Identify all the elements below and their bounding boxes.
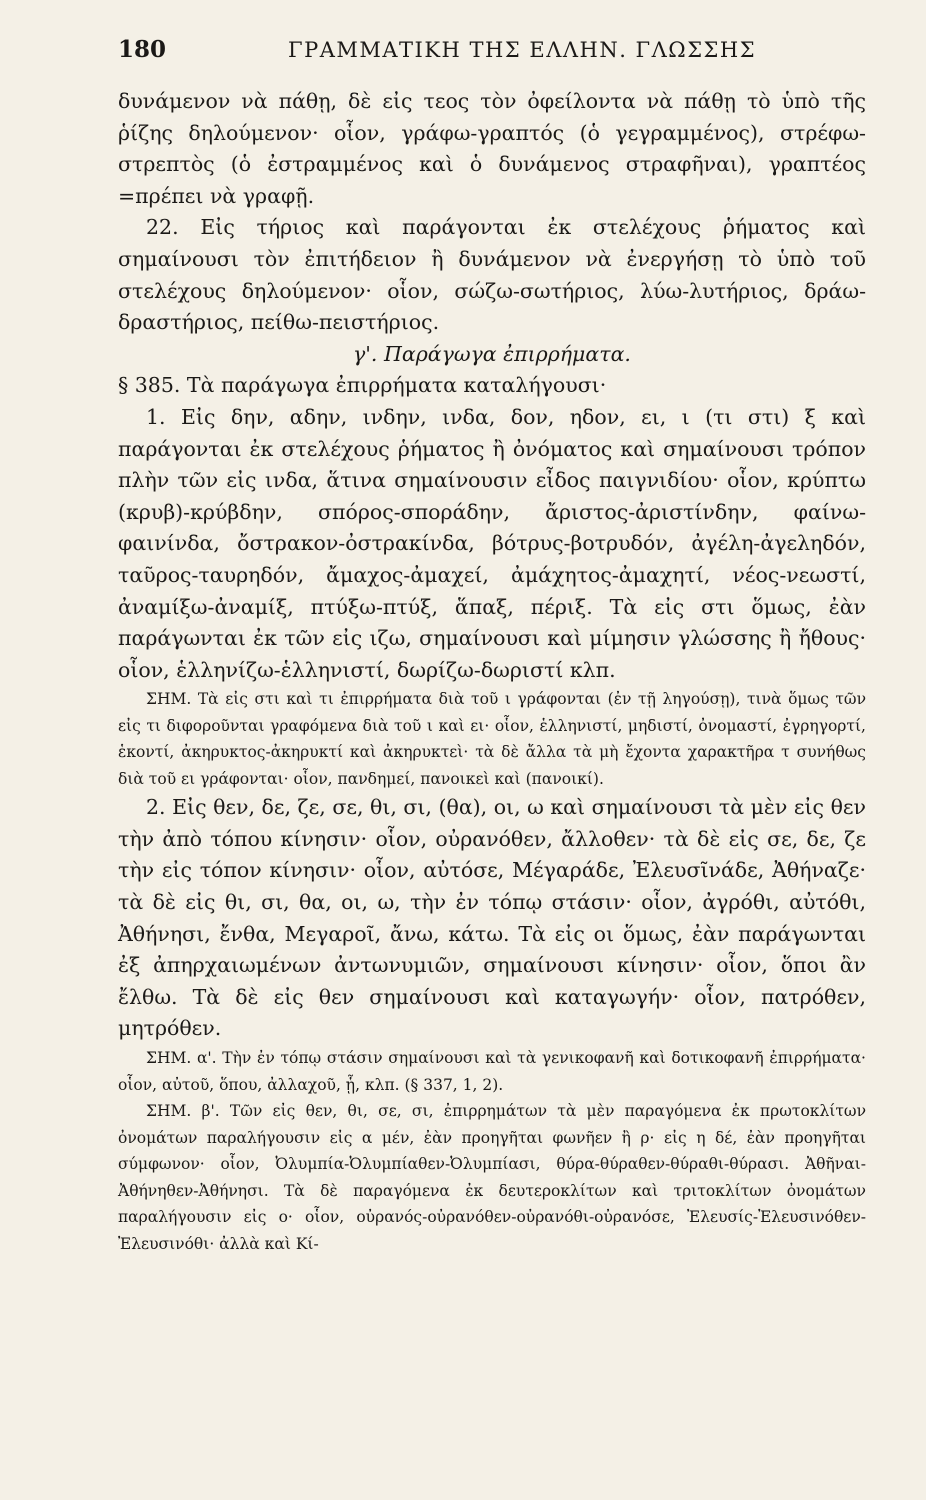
note-alpha: ΣΗΜ. α'. Τὴν ἐν τόπῳ στάσιν σημαίνουσι καὶ τὰ γενικοφανῆ καὶ δοτικοφανῆ ἐπιρρήματα· οἷον, αὐτοῦ, ὅπου, ἀλλαχοῦ, ᾗ, κλπ. (§ 337, 1, 2). [118, 1049, 866, 1094]
section-385-heading: § 385. Τὰ παράγωγα ἐπιρρήματα καταλήγουσι· [118, 373, 607, 398]
running-head [118, 34, 866, 72]
note-text: ΣΗΜ. Τὰ εἰς στι καὶ τι ἐπιρρήματα διὰ τοῦ ι γράφονται (ἐν τῇ ληγούσῃ), τινὰ ὅμως τῶν εἰς τι διφοροῦνται γραφόμενα διὰ τοῦ ι καὶ ει· οἷον, ἑλληνιστί, μηδιστί, ὀνομαστί, ἐγρηγορτί, ἑκοντί, ἀκηρυκτος-ἀκηρυκτί καὶ ἀκηρυκτεὶ· τὰ δὲ ἄλλα τὰ μὴ ἔχοντα χαρακτῆρα τ συνήθως διὰ τοῦ ει γράφονται· οἷον, πανδημεί, πανοικεὶ καὶ (πανοικί). [118, 690, 866, 788]
paragraph-continuation: δυνάμενον νὰ πάθῃ, δὲ εἰς τεος τὸν ὀφείλοντα νὰ πάθῃ τὸ ὑπὸ τῆς ῥίζης δηλούμενον· οἷον, γράφω-γραπτός (ὁ γεγραμμένος), στρέφω-στρεπτὸς (ὁ ἐστραμμένος καὶ ὁ δυνάμενος στραφῆναι), γραπτέος =πρέπει νὰ γραφῇ. [118, 89, 866, 208]
paragraph-2: 2. Εἰς θεν, δε, ζε, σε, θι, σι, (θα), οι, ω καὶ σημαίνουσι τὰ μὲν εἰς θεν τὴν ἀπὸ τόπου κίνησιν· οἷον, οὐρανόθεν, ἄλλοθεν· τὰ δὲ εἰς σε, δε, ζε τὴν εἰς τόπον κίνησιν· οἷον, αὐτόσε, Μέγαράδε, Ἐλευσῖνάδε, Ἀθήναζε· τὰ δὲ εἰς θι, σι, θα, οι, ω, τὴν ἐν τόπῳ στάσιν· οἷον, ἀγρόθι, αὐτόθι, Ἀθήνησι, ἔνθα, Μεγαροῖ, ἄνω, κάτω. Τὰ εἰς οι ὅμως, ἐὰν παράγωνται ἐξ ἀπηρχαιωμένων ἀντωνυμιῶν, σημαίνουσι κίνησιν· οἷον, ὅποι ἂν ἔλθω. Τὰ δὲ εἰς θεν σημαίνουσι καὶ καταγωγήν· οἷον, πατρόθεν, μητρόθεν. [118, 795, 866, 1041]
paragraph-1: 1. Εἰς δην, αδην, ινδην, ινδα, δον, ηδον, ει, ι (τι στι) ξ καὶ παράγονται ἐκ στελέχους ῥήματος ἢ ὀνόματος καὶ σημαίνουσι τρόπον πλὴν τῶν εἰς ινδα, ἅτινα σημαίνουσιν εἶδος παιγνιδίου· οἷον, κρύπτω (κρυβ)-κρύβδην, σπόρος-σποράδην, ἄριστος-ἀριστίνδην, φαίνω-φαινίνδα, ὄστρακον-ὀστρακίνδα, βότρυς-βοτρυδόν, ἀγέλη-ἀγεληδόν, ταῦρος-ταυρηδόν, ἄμαχος-ἀμαχεί, ἀμάχητος-ἀμαχητί, νέος-νεωστί, ἀναμίξω-ἀναμίξ, πτύξω-πτύξ, ἅπαξ, πέριξ. Τὰ εἰς στι ὅμως, ἐὰν παράγωνται ἐκ τῶν εἰς ιζω, σημαίνουσι καὶ μίμησιν γλώσσης ἢ ἤθους· οἷον, ἑλληνίζω-ἑλληνιστί, δωρίζω-δωριστί κλπ. [118, 404, 866, 682]
body-text-2 [118, 792, 866, 1045]
note-beta: ΣΗΜ. β'. Τῶν εἰς θεν, θι, σε, σι, ἐπιρρημάτων τὰ μὲν παραγόμενα ἐκ πρωτοκλίτων ὀνομάτων παραλήγουσιν εἰς α μέν, ἐὰν προηγῆται φωνῆεν ἢ ρ· εἰς η δέ, ἐὰν προηγῆται σύμφωνον· οἷον, Ὀλυμπία-Ὀλυμπίαθεν-Ὀλυμπίασι, θύρα-θύραθεν-θύραθι-θύρασι. Ἀθῆναι-Ἀθήνηθεν-Ἀθήνησι. Τὰ δὲ παραγόμενα ἐκ δευτεροκλίτων καὶ τριτοκλίτων ὀνομάτων παραλήγουσιν εἰς ο· οἷον, οὐρανός-οὐρανόθεν-οὐρανόθι-οὐρανόσε, Ἐλευσίς-Ἐλευσινόθεν-Ἐλευσινόθι· ἀλλὰ καὶ Κί- [118, 1102, 866, 1253]
page-number: 180 [118, 36, 167, 63]
section-subheading: γ'. Παράγωγα ἐπιρρήματα. [353, 341, 631, 366]
note-block-1 [118, 686, 866, 792]
running-title: ΓΡΑΜΜΑΤΙΚΗ ΤΗΣ ΕΛΛΗΝ. ΓΛΩΣΣΗΣ [288, 38, 757, 62]
note-block-2 [118, 1045, 866, 1257]
paragraph-22: 22. Εἰς τήριος καὶ παράγονται ἐκ στελέχους ῥήματος καὶ σημαίνουσι τὸν ἐπιτήδειον ἢ δυνάμενον νὰ ἐνεργήσῃ τὸ ὑπὸ τοῦ στελέχους δηλούμενον· οἷον, σώζω-σωτήριος, λύω-λυτήριος, δράω-δραστήριος, πείθω-πειστήριος. [118, 215, 866, 335]
body-text [118, 86, 866, 686]
